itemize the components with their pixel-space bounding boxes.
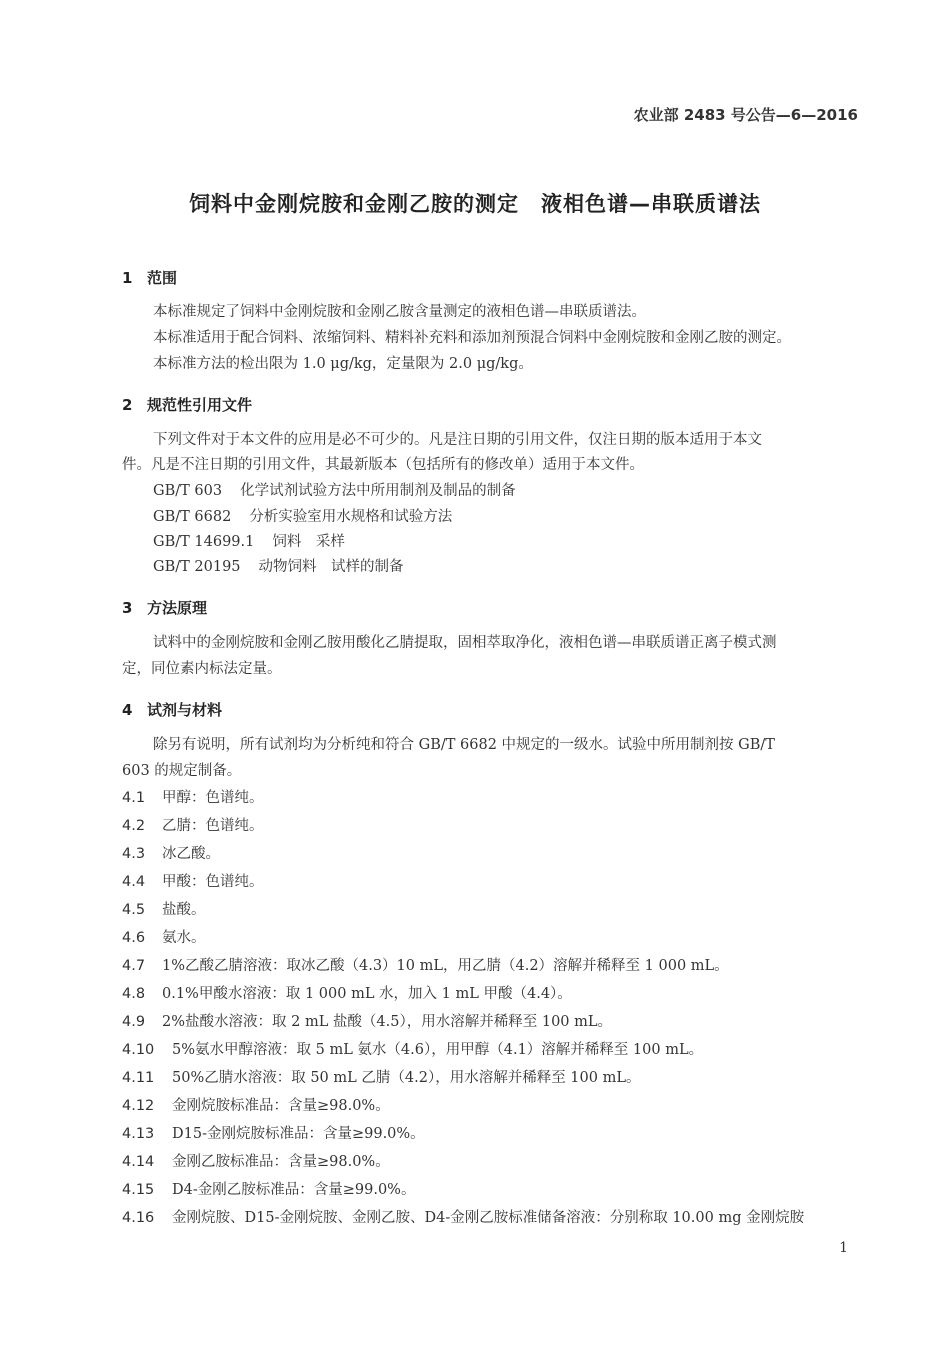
item-text: 50%乙腈水溶液：取 50 mL 乙腈（4.2），用水溶解并稀释至 100 mL。	[172, 1070, 641, 1086]
paragraph-line: 本标准方法的检出限为 1.0 μg/kg，定量限为 2.0 μg/kg。	[153, 356, 533, 372]
item-text: 乙腈：色谱纯。	[162, 818, 264, 834]
section-number: 4	[122, 701, 133, 719]
section-number: 2	[122, 396, 133, 414]
item-number: 4.9	[122, 1014, 146, 1030]
item-number: 4.16	[122, 1210, 155, 1226]
paragraph-line: 定，同位素内标法定量。	[122, 661, 282, 677]
reference-code: GB/T 6682	[153, 509, 232, 525]
item-number: 4.11	[122, 1070, 155, 1086]
section-title: 规范性引用文件	[147, 396, 253, 414]
item-number: 4.1	[122, 790, 146, 806]
item-number: 4.14	[122, 1154, 155, 1170]
item-text: 5%氨水甲醇溶液：取 5 mL 氨水（4.6），用甲醇（4.1）溶解并稀释至 100 mL。	[172, 1042, 704, 1058]
reagent-item	[122, 816, 264, 836]
paragraph-line: 除另有说明，所有试剂均为分析纯和符合 GB/T 6682 中规定的一级水。试验中所用制剂按 GB/T	[153, 737, 775, 753]
page-title: 饲料中金刚烷胺和金刚乙胺的测定 液相色谱—串联质谱法	[189, 192, 761, 216]
reagent-item	[122, 928, 206, 948]
item-text: 0.1%甲酸水溶液：取 1 000 mL 水，加入 1 mL 甲酸（4.4）。	[162, 986, 572, 1002]
item-number: 4.5	[122, 902, 146, 918]
item-number: 4.6	[122, 930, 146, 946]
reagent-item	[122, 872, 264, 892]
item-text: 盐酸。	[162, 902, 206, 918]
item-text: 冰乙酸。	[162, 846, 220, 862]
reference-entry	[153, 532, 345, 552]
item-number: 4.10	[122, 1042, 155, 1058]
paragraph-line: 本标准适用于配合饲料、浓缩饲料、精料补充料和添加剂预混合饲料中金刚烷胺和金刚乙胺的测定。	[153, 330, 791, 346]
reference-code: GB/T 14699.1	[153, 534, 255, 550]
reference-code: GB/T 603	[153, 483, 223, 499]
reference-name: 化学试剂试验方法中所用制剂及制品的制备	[240, 483, 516, 499]
paragraph-line: 本标准规定了饲料中金刚烷胺和金刚乙胺含量测定的液相色谱—串联质谱法。	[153, 304, 646, 320]
reagent-item	[122, 788, 264, 808]
item-text: 金刚烷胺、D15-金刚烷胺、金刚乙胺、D4-金刚乙胺标准储备溶液：分别称取 10.00 mg 金刚烷胺	[172, 1210, 805, 1226]
item-text: 氨水。	[162, 930, 206, 946]
paragraph-line: 下列文件对于本文件的应用是必不可少的。凡是注日期的引用文件，仅注日期的版本适用于本文	[153, 432, 762, 448]
standard-code: 农业部 2483 号公告—6—2016	[633, 106, 858, 124]
reagent-item	[122, 844, 220, 864]
reference-name: 分析实验室用水规格和试验方法	[249, 509, 453, 525]
reference-entry	[153, 557, 404, 577]
item-number: 4.15	[122, 1182, 155, 1198]
reference-name: 饲料 采样	[272, 534, 345, 550]
reagent-item	[122, 1012, 612, 1032]
section-title: 范围	[147, 269, 178, 287]
section-heading-reagents	[122, 699, 222, 720]
reference-entry	[153, 507, 452, 527]
reference-name: 动物饲料 试样的制备	[258, 559, 404, 575]
item-text: 甲酸：色谱纯。	[162, 874, 264, 890]
paragraph-line: 603 的规定制备。	[122, 763, 242, 779]
reagent-item	[122, 1124, 425, 1144]
section-title: 方法原理	[147, 599, 208, 617]
item-text: D15-金刚烷胺标准品：含量≥99.0%。	[172, 1126, 425, 1142]
item-text: 金刚乙胺标准品：含量≥98.0%。	[172, 1154, 390, 1170]
reference-code: GB/T 20195	[153, 559, 241, 575]
reagent-item	[122, 956, 729, 976]
reagent-item	[122, 1208, 804, 1228]
item-number: 4.7	[122, 958, 146, 974]
reagent-item	[122, 1152, 390, 1172]
item-text: 1%乙酸乙腈溶液：取冰乙酸（4.3）10 mL，用乙腈（4.2）溶解并稀释至 1 000 mL。	[162, 958, 729, 974]
section-number: 3	[122, 599, 133, 617]
item-text: 2%盐酸水溶液：取 2 mL 盐酸（4.5），用水溶解并稀释至 100 mL。	[162, 1014, 613, 1030]
item-number: 4.4	[122, 874, 146, 890]
item-number: 4.8	[122, 986, 146, 1002]
item-text: D4-金刚乙胺标准品：含量≥99.0%。	[172, 1182, 416, 1198]
section-heading-normative-references	[122, 394, 252, 415]
item-number: 4.12	[122, 1098, 155, 1114]
paragraph-line: 试料中的金刚烷胺和金刚乙胺用酸化乙腈提取，固相萃取净化，液相色谱—串联质谱正离子模式测	[153, 635, 777, 651]
item-number: 4.2	[122, 818, 146, 834]
reagent-item	[122, 1068, 640, 1088]
item-text: 甲醇：色谱纯。	[162, 790, 264, 806]
reagent-item	[122, 1180, 415, 1200]
reference-entry	[153, 481, 516, 501]
section-number: 1	[122, 269, 133, 287]
section-title: 试剂与材料	[147, 701, 223, 719]
item-number: 4.13	[122, 1126, 155, 1142]
section-heading-scope	[122, 267, 177, 288]
reagent-item	[122, 1096, 390, 1116]
section-heading-principle	[122, 597, 207, 618]
paragraph-line: 件。凡是不注日期的引用文件，其最新版本（包括所有的修改单）适用于本文件。	[122, 457, 644, 473]
reagent-item	[122, 1040, 703, 1060]
reagent-item	[122, 900, 206, 920]
item-number: 4.3	[122, 846, 146, 862]
reagent-item	[122, 984, 572, 1004]
page-number: 1	[839, 1240, 848, 1256]
item-text: 金刚烷胺标准品：含量≥98.0%。	[172, 1098, 390, 1114]
